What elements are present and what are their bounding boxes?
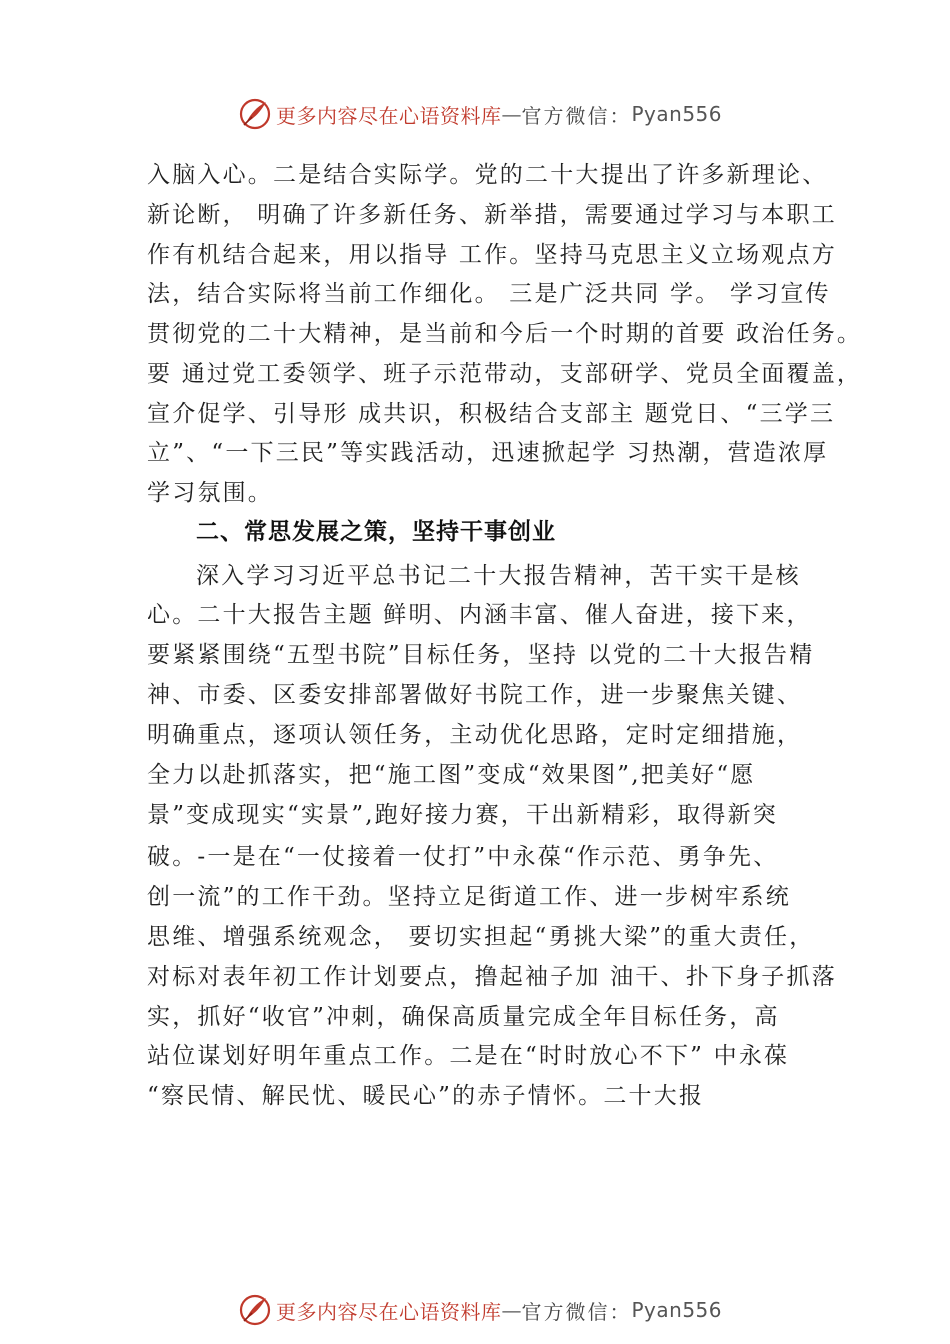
- paragraph-line: 神、市委、区委安排部署做好书院工作，进一步聚焦关键、: [147, 682, 803, 708]
- paragraph-line: 明确重点，逐项认领任务，主动优化思路，定时定细措施，: [147, 722, 803, 748]
- section-heading: 二、常思发展之策，坚持干事创业: [196, 519, 556, 545]
- watermark-header: [238, 96, 722, 132]
- paragraph-line: 思维、增强系统观念， 要切实担起“勇挑大梁”的重大责任，: [147, 924, 815, 950]
- paragraph-line: 学习氛围。: [147, 480, 273, 506]
- watermark-wechat-label: 官方微信：: [521, 1299, 632, 1324]
- paragraph-line: 要 通过党工委领学、班子示范带动，支部研学、党员全面覆盖，: [147, 361, 863, 387]
- paragraph-line: 宣介促学、引导形 成共识，积极结合支部主 题党日、“三学三: [147, 401, 836, 427]
- paragraph-line: 对标对表年初工作计划要点，撸起袖子加 油干、扑下身子抓落: [147, 964, 837, 990]
- paragraph-line: 作有机结合起来，用以指导 工作。坚持马克思主义立场观点方: [147, 242, 837, 268]
- watermark-wechat-id: Pyan556: [631, 102, 723, 126]
- paragraph-line: 法，结合实际将当前工作细化。 三是广泛共同 学。 学习宣传: [147, 281, 831, 307]
- paragraph-line: 全力以赴抓落实，把“施工图”变成“效果图”,把美好“愿: [147, 762, 756, 788]
- watermark-wechat-label: 官方微信：: [521, 103, 632, 128]
- quill-logo-icon: [238, 1293, 272, 1327]
- watermark-footer: [238, 1292, 722, 1328]
- paragraph-line: 站位谋划好明年重点工作。二是在“时时放心不下” 中永葆: [147, 1043, 790, 1069]
- watermark-brand: 更多内容尽在心语资料库: [276, 103, 502, 128]
- paragraph-line: “察民情、解民忧、暖民心”的赤子情怀。二十大报: [147, 1083, 705, 1109]
- paragraph-line: 创一流”的工作干劲。坚持立足街道工作、进一步树牢系统: [147, 884, 791, 910]
- paragraph-line: 要紧紧围绕“五型书院”目标任务，坚持 以党的二十大报告精: [147, 642, 815, 668]
- quill-logo-icon: [238, 97, 272, 131]
- paragraph-line: 心。二十大报告主题 鲜明、内涵丰富、催人奋进，接下来，: [147, 602, 812, 628]
- paragraph-line: 实，抓好“收官”冲刺，确保高质量完成全年目标任务，高: [147, 1004, 780, 1030]
- paragraph-line: 破。-一是在“一仗接着一仗打”中永葆“作示范、勇争先、: [147, 844, 779, 870]
- paragraph-line: 新论断， 明确了许多新任务、新举措，需要通过学习与本职工: [147, 202, 837, 228]
- paragraph-line: 贯彻党的二十大精神，是当前和今后一个时期的首要 政治任务。: [147, 321, 863, 347]
- watermark-dash: —: [501, 102, 522, 126]
- paragraph-line: 入脑入心。二是结合实际学。党的二十大提出了许多新理论、: [147, 162, 828, 188]
- watermark-dash: —: [501, 1298, 522, 1322]
- paragraph-line: 深入学习习近平总书记二十大报告精神，苦干实干是核: [196, 563, 801, 589]
- watermark-wechat-id: Pyan556: [631, 1298, 723, 1322]
- paragraph-line: 景”变成现实“实景”,跑好接力赛，干出新精彩，取得新突: [147, 802, 778, 828]
- paragraph-line: 立”、“一下三民”等实践活动，迅速掀起学 习热潮，营造浓厚: [147, 440, 829, 466]
- watermark-brand: 更多内容尽在心语资料库: [276, 1299, 502, 1324]
